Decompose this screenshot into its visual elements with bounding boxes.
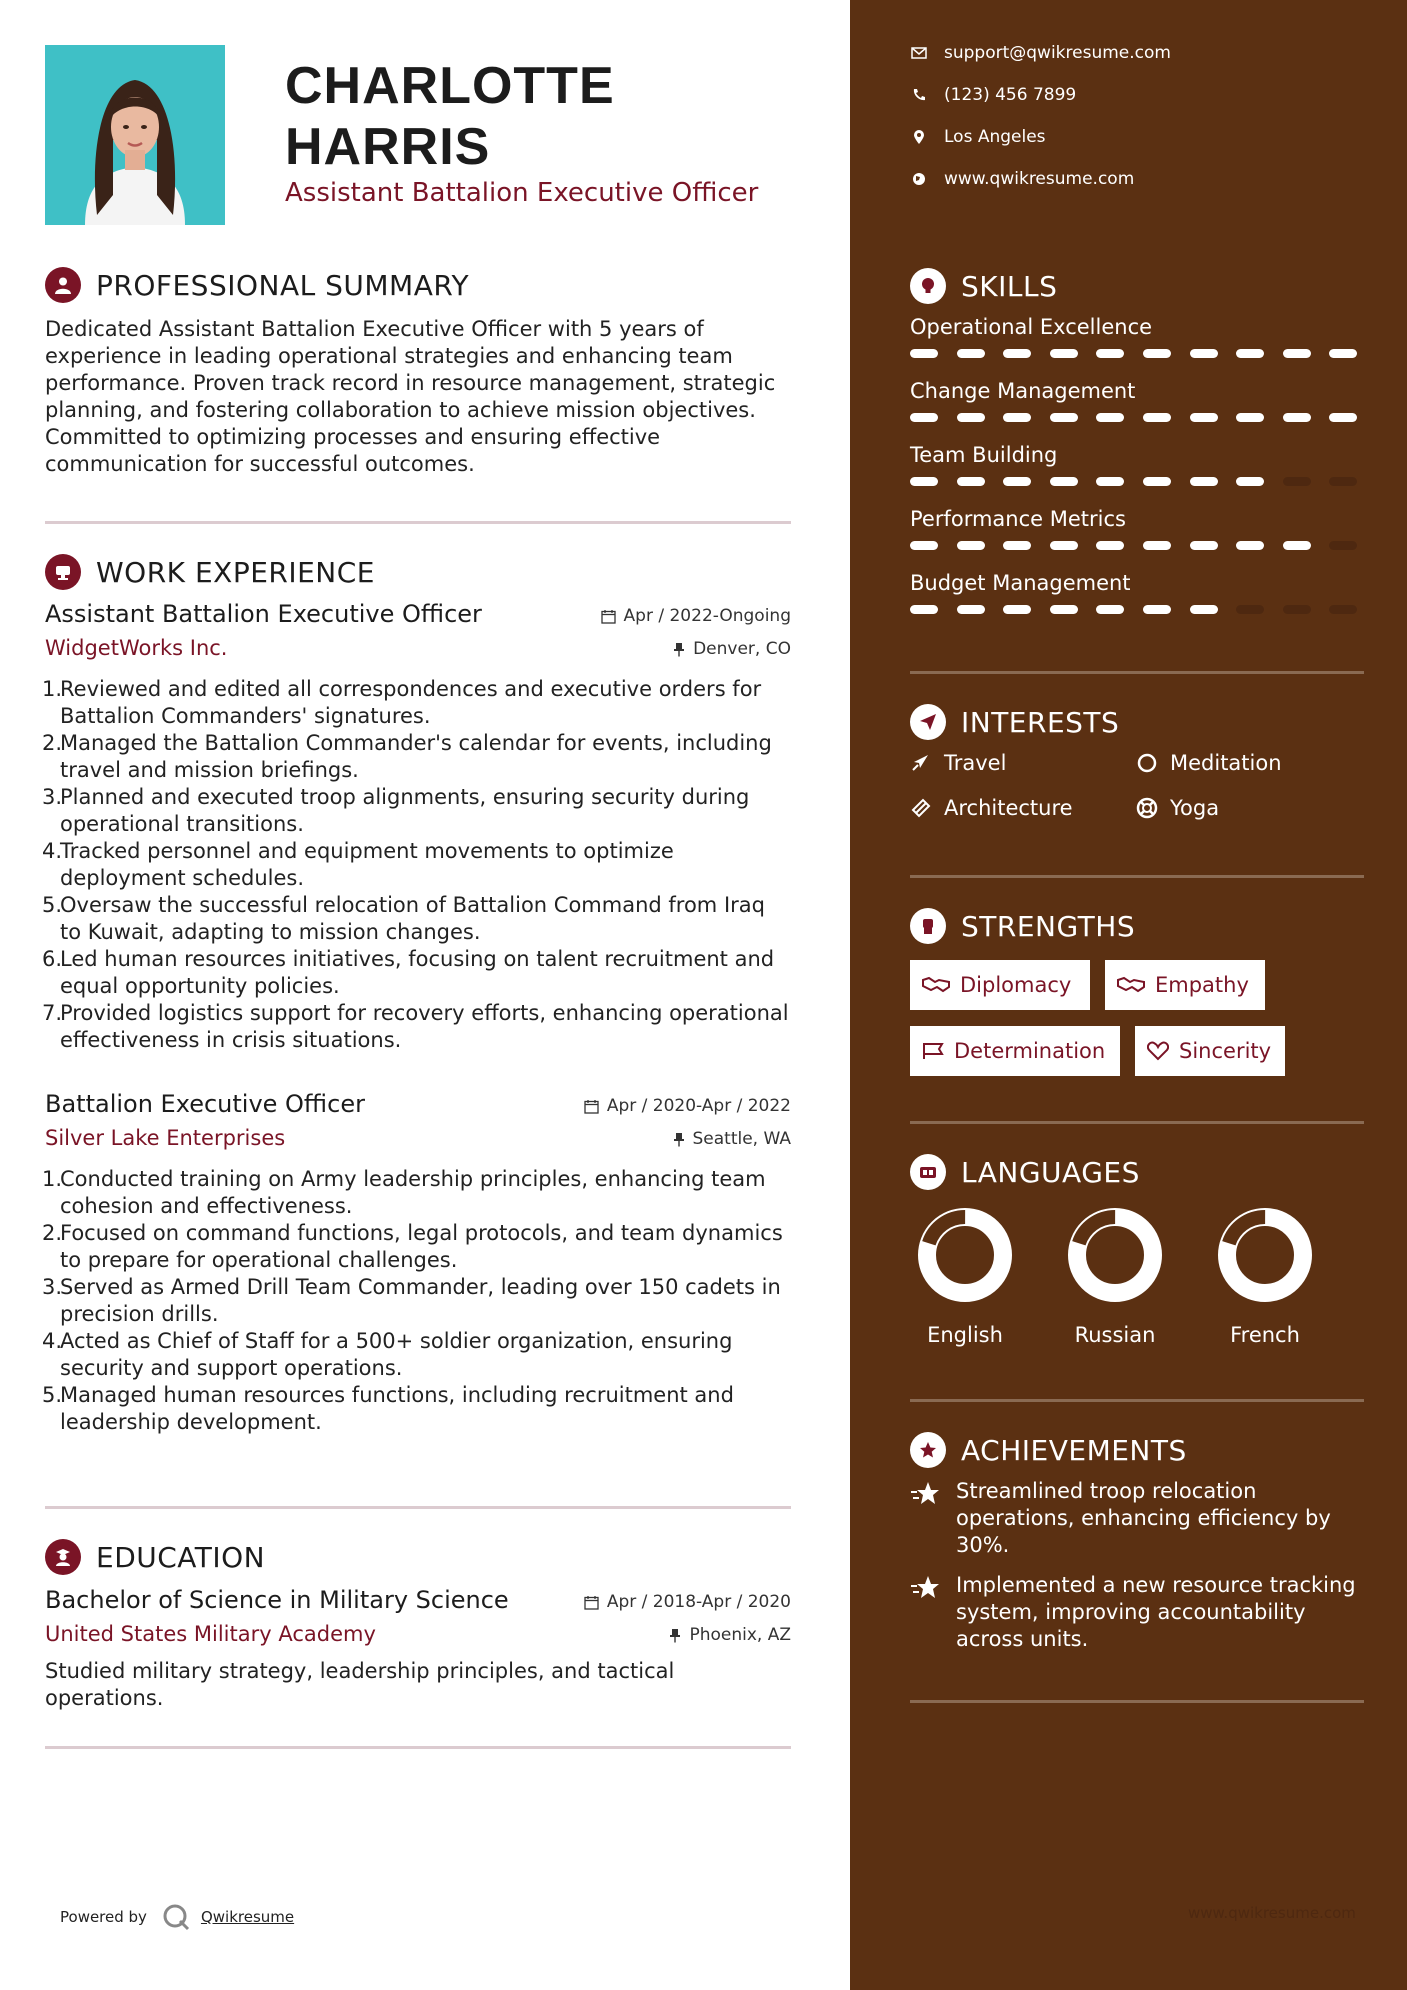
languages-heading-row (910, 1154, 1140, 1190)
bullet-item (42, 1328, 791, 1382)
compass-ruler-icon (910, 798, 932, 818)
skill-segment (1329, 413, 1357, 422)
education-heading: EDUCATION (96, 1540, 266, 1574)
job-location (673, 639, 791, 659)
star-badge-icon (910, 1432, 946, 1468)
language-item (905, 1205, 1025, 1347)
strength-chip (910, 960, 1090, 1010)
paper-plane-icon (910, 704, 946, 740)
skill-segment (1283, 541, 1311, 550)
skill-segment (1236, 349, 1264, 358)
skill-segment (1283, 413, 1311, 422)
contact-website[interactable] (910, 169, 1134, 189)
experience-heading-row (45, 554, 375, 590)
contact-email-text: support@qwikresume.com (944, 43, 1171, 63)
skill-name: Team Building (910, 443, 1058, 467)
briefcase-icon (45, 554, 81, 590)
skill-segment (1003, 413, 1031, 422)
bullet-text: Served as Armed Drill Team Commander, leading over 150 cadets in precision drills. (60, 1275, 781, 1326)
bullet-text: Focused on command functions, legal protocols, and team dynamics to prepare for operational challenges. (60, 1221, 783, 1272)
qwikresume-link[interactable]: Qwikresume (200, 1908, 295, 1926)
job-entry (42, 600, 791, 1054)
bullet-number: 1. (42, 677, 63, 701)
skill-segment (1050, 477, 1078, 486)
job-bullets (42, 1166, 791, 1436)
divider (45, 521, 791, 524)
strength-chip (1105, 960, 1265, 1010)
pin-icon (669, 1628, 681, 1643)
handshake-icon (1117, 976, 1145, 994)
job-company: WidgetWorks Inc. (45, 636, 228, 660)
contact-location-text: Los Angeles (944, 127, 1046, 147)
powered-by-label: Powered by (60, 1908, 147, 1926)
skill-segment (1143, 413, 1171, 422)
strength-label: Sincerity (1179, 1039, 1272, 1063)
skill-segment (1236, 477, 1264, 486)
skill-segment (1003, 477, 1031, 486)
skill-name: Budget Management (910, 571, 1131, 595)
strength-label: Determination (954, 1039, 1106, 1063)
bullet-item (42, 892, 791, 946)
skill-name: Performance Metrics (910, 507, 1126, 531)
bullet-item (42, 730, 791, 784)
skill-segment (1096, 349, 1124, 358)
skill-segment (910, 477, 938, 486)
star-icon (910, 1478, 946, 1559)
bullet-number: 5. (42, 893, 63, 917)
interest-label: Architecture (944, 796, 1073, 820)
achievements-heading: ACHIEVEMENTS (961, 1433, 1187, 1467)
contact-location (910, 127, 1046, 147)
skill-segment (1003, 349, 1031, 358)
skill-segment (1096, 541, 1124, 550)
lifebuoy-icon (1136, 797, 1158, 819)
divider (910, 671, 1364, 674)
skill-level-bar (910, 477, 1364, 489)
skill-segment (1143, 605, 1171, 614)
bullet-number: 1. (42, 1167, 63, 1191)
bullet-number: 3. (42, 1275, 63, 1299)
degree: Bachelor of Science in Military Science (45, 1586, 509, 1614)
job-entry (42, 1090, 791, 1436)
skill-level-bar (910, 605, 1364, 617)
strength-chip (1135, 1026, 1285, 1076)
job-date (584, 1096, 791, 1116)
skill-segment (1050, 605, 1078, 614)
experience-heading: WORK EXPERIENCE (96, 555, 375, 589)
bullet-text: Provided logistics support for recovery efforts, enhancing operational effectiveness in crisis situations. (60, 1001, 789, 1052)
bullet-text: Conducted training on Army leadership principles, enhancing team cohesion and effectiveness. (60, 1167, 766, 1218)
pin-icon (673, 642, 685, 657)
skill-segment (1236, 413, 1264, 422)
phone-icon (910, 88, 928, 102)
skill-segment (1283, 477, 1311, 486)
skills-heading-row (910, 268, 1057, 304)
plane-icon (910, 753, 932, 773)
achievement-item (910, 1478, 1364, 1559)
languages-heading: LANGUAGES (961, 1155, 1140, 1189)
skill-segment (1143, 349, 1171, 358)
skills-heading: SKILLS (961, 269, 1058, 303)
job-title: Assistant Battalion Executive Officer (45, 600, 482, 628)
translate-icon (910, 1154, 946, 1190)
education-heading-row (45, 1539, 265, 1575)
strength-label: Empathy (1155, 973, 1249, 997)
bullet-number: 3. (42, 785, 63, 809)
bullet-item (42, 1166, 791, 1220)
heart-icon (1147, 1041, 1169, 1061)
language-name: French (1230, 1323, 1300, 1347)
strength-chip (910, 1026, 1120, 1076)
interest-item (910, 751, 1006, 775)
divider (45, 1746, 791, 1749)
job-title: Battalion Executive Officer (45, 1090, 365, 1118)
skill-segment (957, 413, 985, 422)
sidebar (850, 0, 1407, 1990)
achievements-heading-row (910, 1432, 1187, 1468)
skill-segment (910, 541, 938, 550)
job-date-text: Apr / 2020-Apr / 2022 (606, 1096, 791, 1116)
job-date (601, 606, 791, 626)
bullet-text: Planned and executed troop alignments, ensuring security during operational transitions. (60, 785, 750, 836)
skill-segment (1050, 541, 1078, 550)
skill-segment (1096, 477, 1124, 486)
skill-segment (1096, 605, 1124, 614)
name-line-1: CHARLOTTE (285, 57, 615, 115)
skill-segment (1236, 541, 1264, 550)
person-portrait-icon (45, 45, 225, 225)
divider (910, 1399, 1364, 1402)
bullet-text: Managed the Battalion Commander's calendar for events, including travel and mission briefings. (60, 731, 772, 782)
bullet-number: 5. (42, 1383, 63, 1407)
strengths-heading-row (910, 908, 1135, 944)
map-pin-icon (910, 130, 928, 145)
bullet-text: Oversaw the successful relocation of Battalion Command from Iraq to Kuwait, adapting to mission changes. (60, 893, 765, 944)
envelope-icon (910, 47, 928, 59)
skill-segment (1329, 605, 1357, 614)
bullet-number: 4. (42, 839, 63, 863)
summary-heading-row (45, 267, 469, 303)
bullet-number: 2. (42, 1221, 63, 1245)
user-icon (45, 267, 81, 303)
education-description: Studied military strategy, leadership principles, and tactical operations. (45, 1659, 675, 1710)
bullet-number: 4. (42, 1329, 63, 1353)
skill-name: Change Management (910, 379, 1136, 403)
bullet-item (42, 1382, 791, 1436)
flag-icon (922, 1042, 944, 1060)
job-company: Silver Lake Enterprises (45, 1126, 286, 1150)
divider (910, 1121, 1364, 1124)
skill-segment (957, 477, 985, 486)
divider (45, 1506, 791, 1509)
education-date (584, 1592, 791, 1612)
skill-segment (1096, 413, 1124, 422)
skill-segment (910, 605, 938, 614)
skill-segment (1050, 413, 1078, 422)
skill-item (910, 315, 1364, 361)
language-name: English (927, 1323, 1003, 1347)
skill-segment (1283, 349, 1311, 358)
achievement-text: Implemented a new resource tracking system, improving accountability across units. (956, 1573, 1356, 1651)
skill-segment (1329, 477, 1357, 486)
divider (910, 1700, 1364, 1703)
skill-segment (1236, 605, 1264, 614)
skill-segment (1283, 605, 1311, 614)
bullet-number: 7. (42, 1001, 63, 1025)
language-ring (1215, 1205, 1315, 1305)
job-location (673, 1129, 792, 1149)
job-date-text: Apr / 2022-Ongoing (623, 606, 791, 626)
skill-segment (1003, 541, 1031, 550)
language-item (1055, 1205, 1175, 1347)
qwikresume-logo-icon (161, 1902, 191, 1932)
skill-item (910, 443, 1364, 489)
skill-segment (910, 413, 938, 422)
handshake-icon (922, 976, 950, 994)
contact-website-text: www.qwikresume.com (944, 169, 1135, 189)
graduate-icon (45, 1539, 81, 1575)
bullet-item (42, 838, 791, 892)
skill-item (910, 571, 1364, 617)
bullet-number: 6. (42, 947, 63, 971)
skill-segment (1190, 477, 1218, 486)
candidate-name (285, 56, 615, 178)
footer-url: www.qwikresume.com (1188, 1904, 1356, 1922)
bullet-number: 2. (42, 731, 63, 755)
skill-segment (1190, 349, 1218, 358)
interest-item (1136, 751, 1282, 775)
achievement-item (910, 1572, 1364, 1653)
pin-icon (673, 1132, 685, 1147)
bullet-item (42, 676, 791, 730)
contact-email[interactable] (910, 43, 1171, 63)
skill-segment (1329, 349, 1357, 358)
language-ring (915, 1205, 1015, 1305)
summary-text: Dedicated Assistant Battalion Executive Officer with 5 years of experience in leading operational strategies and enhancing team performance. Proven track record in resource management, strategic planning, and fostering collaboration to achieve mission objectives. Committed to optimizing processes and ensuring effective communication for successful outcomes. (45, 317, 776, 476)
language-name: Russian (1074, 1323, 1156, 1347)
skill-name: Operational Excellence (910, 315, 1153, 339)
bullet-text: Acted as Chief of Staff for a 500+ soldier organization, ensuring security and support operations. (60, 1329, 733, 1380)
education-date-text: Apr / 2018-Apr / 2020 (606, 1592, 791, 1612)
circle-icon (1136, 753, 1158, 773)
skill-item (910, 379, 1364, 425)
skill-level-bar (910, 541, 1364, 553)
skill-segment (1190, 541, 1218, 550)
bullet-text: Tracked personnel and equipment movements to optimize deployment schedules. (60, 839, 674, 890)
bullet-item (42, 946, 791, 1000)
bullet-text: Reviewed and edited all correspondences and executive orders for Battalion Commanders' signatures. (60, 677, 762, 728)
job-location-text: Denver, CO (693, 639, 791, 659)
interests-heading-row (910, 704, 1119, 740)
school: United States Military Academy (45, 1622, 376, 1646)
calendar-icon (584, 1595, 599, 1610)
skill-segment (1003, 605, 1031, 614)
skill-segment (957, 605, 985, 614)
bullet-item (42, 784, 791, 838)
skill-segment (957, 541, 985, 550)
strength-label: Diplomacy (960, 973, 1072, 997)
skill-segment (1050, 349, 1078, 358)
interest-label: Meditation (1170, 751, 1282, 775)
bullet-text: Led human resources initiatives, focusing on talent recruitment and equal opportunity policies. (60, 947, 775, 998)
interest-label: Yoga (1170, 796, 1220, 820)
bullet-item (42, 1274, 791, 1328)
achievement-text: Streamlined troop relocation operations, enhancing efficiency by 30%. (956, 1479, 1331, 1557)
education-location (669, 1625, 791, 1645)
bullet-text: Managed human resources functions, including recruitment and leadership development. (60, 1383, 734, 1434)
raised-fist-icon (910, 908, 946, 944)
interest-label: Travel (944, 751, 1007, 775)
name-line-2: HARRIS (285, 118, 491, 176)
job-bullets (42, 676, 791, 1054)
skill-segment (1143, 477, 1171, 486)
calendar-icon (601, 609, 616, 624)
profile-photo (45, 45, 225, 225)
skill-item (910, 507, 1364, 553)
education-entry (45, 1586, 791, 1712)
skill-segment (1190, 413, 1218, 422)
summary-heading: PROFESSIONAL SUMMARY (96, 268, 470, 302)
globe-icon (910, 172, 928, 186)
skill-segment (1329, 541, 1357, 550)
contact-phone[interactable] (910, 85, 1076, 105)
star-icon (910, 1572, 946, 1653)
lightbulb-icon (910, 268, 946, 304)
interest-item (910, 796, 1073, 820)
interests-heading: INTERESTS (961, 705, 1120, 739)
job-location-text: Seattle, WA (692, 1129, 791, 1149)
skill-level-bar (910, 413, 1364, 425)
calendar-icon (584, 1099, 599, 1114)
bullet-item (42, 1000, 791, 1054)
strengths-heading: STRENGTHS (961, 909, 1136, 943)
skill-segment (1143, 541, 1171, 550)
powered-by (60, 1902, 294, 1932)
language-item (1205, 1205, 1325, 1347)
skill-level-bar (910, 349, 1364, 361)
interest-item (1136, 796, 1219, 820)
skill-segment (910, 349, 938, 358)
language-ring (1065, 1205, 1165, 1305)
skill-segment (957, 349, 985, 358)
skill-segment (1190, 605, 1218, 614)
education-location-text: Phoenix, AZ (689, 1625, 791, 1645)
candidate-title: Assistant Battalion Executive Officer (285, 178, 759, 208)
divider (910, 875, 1364, 878)
contact-phone-text: (123) 456 7899 (944, 85, 1077, 105)
bullet-item (42, 1220, 791, 1274)
